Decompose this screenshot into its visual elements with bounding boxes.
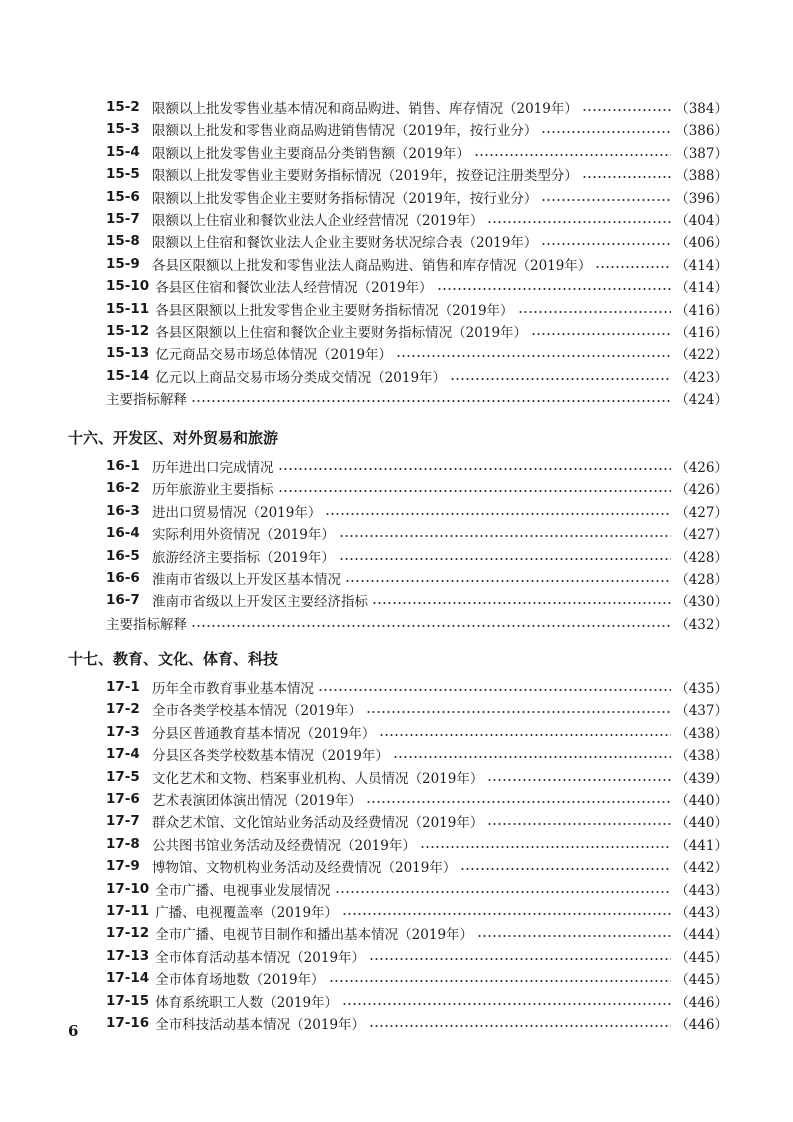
entry-number: 16-6: [106, 570, 140, 586]
entry-title: 各县区限额以上批发和零售业法人商品购进、销售和库存情况（2019年）: [152, 257, 592, 274]
toc-entry[interactable]: [106, 163, 728, 185]
entry-page-number: （428）: [675, 549, 728, 566]
toc-entry[interactable]: [106, 230, 728, 252]
dot-leader: [582, 109, 671, 111]
entry-title: 分县区普通教育基本情况（2019年）: [152, 725, 376, 742]
dot-leader: [342, 1003, 671, 1005]
entry-page-number: （443）: [675, 905, 728, 921]
toc-entry[interactable]: [106, 342, 728, 364]
entry-title: 限额以上住宿和餐饮业法人企业主要财务状况综合表（2019年）: [152, 235, 538, 252]
toc-entry[interactable]: [106, 387, 728, 409]
toc-entry[interactable]: [106, 500, 728, 522]
toc-entry[interactable]: [106, 967, 728, 989]
entry-number: 17-1: [106, 679, 140, 695]
dot-leader: [437, 288, 672, 290]
section-heading: 十七、教育、文化、体育、科技: [68, 650, 279, 668]
entry-number: 15-5: [106, 166, 140, 183]
entry-page-number: （406）: [675, 235, 728, 252]
entry-number: 16-5: [106, 547, 140, 564]
entry-title: 各县区限额以上批发零售企业主要财务指标情况（2019年）: [155, 302, 514, 319]
dot-leader: [369, 1025, 671, 1027]
entry-number: 15-4: [106, 143, 140, 160]
entry-title: 限额以上批发零售业基本情况和商品购进、销售、库存情况（2019年）: [152, 101, 578, 117]
entry-title: 各县区住宿和餐饮业法人经营情况（2019年）: [155, 280, 433, 297]
entry-number: 16-1: [106, 458, 140, 474]
entry-page-number: （416）: [675, 302, 728, 319]
entry-title: 实际利用外资情况（2019年）: [152, 527, 335, 544]
toc-entry[interactable]: [106, 743, 728, 765]
section-heading: 十六、开发区、对外贸易和旅游: [68, 429, 279, 447]
dot-leader: [420, 846, 671, 848]
entry-page-number: （416）: [675, 325, 728, 341]
dot-leader: [474, 154, 671, 156]
entry-page-number: （442）: [675, 860, 728, 877]
entry-number: 17-10: [106, 880, 150, 897]
dot-leader: [366, 801, 671, 803]
entry-page-number: （438）: [675, 748, 728, 765]
entry-page-number: （446）: [675, 994, 728, 1011]
dot-leader: [518, 311, 672, 313]
toc-entry[interactable]: [106, 275, 728, 297]
toc-entry[interactable]: [106, 186, 728, 208]
entry-number: 15-12: [106, 323, 150, 339]
entry-number: 17-16: [106, 1015, 150, 1031]
dot-leader: [379, 734, 671, 736]
entry-page-number: （439）: [675, 770, 728, 787]
dot-leader: [366, 711, 671, 713]
dot-leader: [487, 779, 671, 781]
entry-number: 15-6: [106, 188, 140, 205]
entry-number: 16-3: [106, 502, 140, 519]
entry-page-number: （432）: [675, 616, 728, 633]
entry-page-number: （384）: [675, 101, 728, 117]
entry-title: 广播、电视覆盖率（2019年）: [155, 905, 339, 921]
entry-page-number: （414）: [675, 257, 728, 274]
entry-title: 博物馆、文物机构业务活动及经费情况（2019年）: [152, 860, 457, 877]
entry-title: 淮南市省级以上开发区主要经济指标: [152, 594, 368, 611]
dot-leader: [369, 958, 671, 960]
toc-entry[interactable]: [106, 698, 728, 720]
entry-number: 16-2: [106, 480, 140, 497]
entry-page-number: （445）: [675, 972, 728, 989]
entry-number: 17-11: [106, 903, 150, 919]
entry-title: 历年进出口完成情况: [152, 460, 274, 476]
entry-title: 限额以上住宿业和餐饮业法人企业经营情况（2019年）: [152, 213, 484, 229]
dot-leader: [582, 176, 671, 178]
toc-entry[interactable]: [106, 208, 728, 230]
entry-page-number: （444）: [675, 927, 728, 944]
toc-entry[interactable]: [106, 522, 728, 544]
dot-leader: [339, 535, 671, 537]
dot-leader: [325, 513, 671, 515]
toc-entry[interactable]: [106, 922, 728, 944]
entry-number: 17-9: [106, 858, 140, 875]
entry-title: 限额以上批发零售业主要财务指标情况（2019年，按登记注册类型分）: [152, 168, 578, 185]
dot-leader: [487, 221, 671, 223]
entry-page-number: （428）: [675, 572, 728, 588]
entry-number: 17-13: [106, 947, 150, 964]
entry-title: 公共图书馆业务活动及经费情况（2019年）: [152, 837, 416, 854]
entry-number: 15-14: [106, 367, 150, 384]
entry-page-number: （441）: [675, 837, 728, 854]
entry-page-number: （422）: [675, 347, 728, 364]
entry-title: 主要指标解释: [106, 616, 187, 633]
entry-number: 17-5: [106, 768, 140, 785]
entry-title: 历年旅游业主要指标: [152, 482, 274, 499]
dot-leader: [329, 980, 672, 982]
toc-entry[interactable]: [106, 945, 728, 967]
toc-entry[interactable]: [106, 900, 728, 922]
entry-page-number: （423）: [675, 369, 728, 386]
toc-entry[interactable]: [106, 810, 728, 832]
entry-title: 全市各类学校基本情况（2019年）: [152, 703, 362, 720]
entry-number: 17-14: [106, 970, 150, 987]
entry-page-number: （387）: [675, 145, 728, 162]
dot-leader: [477, 935, 671, 937]
toc-entry[interactable]: [106, 545, 728, 567]
entry-page-number: （427）: [675, 504, 728, 521]
entry-title: 群众艺术馆、文化馆站业务活动及经费情况（2019年）: [152, 815, 484, 832]
entry-title: 旅游经济主要指标（2019年）: [152, 549, 335, 566]
entry-title: 历年全市教育事业基本情况: [152, 681, 314, 697]
entry-page-number: （443）: [675, 882, 728, 899]
entry-number: 15-9: [106, 255, 140, 272]
toc-entry[interactable]: [106, 141, 728, 163]
entry-number: 15-13: [106, 345, 150, 362]
dot-leader: [393, 756, 671, 758]
entry-page-number: （440）: [675, 793, 728, 809]
dot-leader: [372, 602, 671, 604]
entry-title: 亿元商品交易市场总体情况（2019年）: [155, 347, 393, 364]
entry-page-number: （404）: [675, 213, 728, 229]
entry-number: 15-3: [106, 121, 140, 138]
entry-page-number: （426）: [675, 482, 728, 499]
entry-title: 全市体育活动基本情况（2019年）: [155, 949, 366, 966]
toc-entry[interactable]: [106, 990, 728, 1012]
toc-entry[interactable]: [106, 833, 728, 855]
dot-leader: [335, 891, 672, 893]
toc-entry[interactable]: [106, 1012, 728, 1034]
dot-leader: [460, 868, 671, 870]
entry-title: 限额以上批发零售企业主要财务指标情况（2019年，按行业分）: [152, 190, 538, 207]
entry-page-number: （396）: [675, 190, 728, 207]
dot-leader: [191, 625, 671, 627]
dot-leader: [450, 378, 671, 380]
toc-entry[interactable]: [106, 455, 728, 477]
entry-page-number: （435）: [675, 681, 728, 697]
toc-entry[interactable]: [106, 589, 728, 611]
toc-entry[interactable]: [106, 298, 728, 320]
entry-title: 全市体育场地数（2019年）: [155, 972, 325, 989]
entry-number: 17-4: [106, 746, 140, 763]
entry-number: 17-7: [106, 813, 140, 830]
toc-entry[interactable]: [106, 676, 728, 698]
toc-entry[interactable]: [106, 253, 728, 275]
toc-entry[interactable]: [106, 567, 728, 589]
toc-entry[interactable]: [106, 788, 728, 810]
toc-entry[interactable]: [106, 721, 728, 743]
dot-leader: [345, 580, 671, 582]
toc-entry[interactable]: [106, 612, 728, 634]
entry-title: 全市广播、电视事业发展情况: [155, 882, 331, 899]
entry-page-number: （424）: [675, 392, 728, 409]
entry-title: 各县区限额以上住宿和餐饮企业主要财务指标情况（2019年）: [155, 325, 528, 341]
entry-page-number: （414）: [675, 280, 728, 297]
dot-leader: [278, 490, 672, 492]
entry-title: 亿元以上商品交易市场分类成交情况（2019年）: [155, 369, 447, 386]
dot-leader: [191, 400, 671, 402]
entry-title: 全市广播、电视节目制作和播出基本情况（2019年）: [155, 927, 474, 944]
entry-number: 15-2: [106, 99, 140, 115]
toc-entry[interactable]: [106, 96, 728, 118]
entry-title: 限额以上批发和零售业商品购进销售情况（2019年，按行业分）: [152, 123, 538, 140]
entry-page-number: （437）: [675, 703, 728, 720]
page-number: 6: [68, 1022, 79, 1040]
entry-page-number: （438）: [675, 725, 728, 742]
dot-leader: [541, 131, 671, 133]
toc-entry[interactable]: [106, 320, 728, 342]
entry-page-number: （427）: [675, 527, 728, 544]
entry-title: 淮南市省级以上开发区基本情况: [152, 572, 341, 588]
entry-page-number: （426）: [675, 460, 728, 476]
toc-entry[interactable]: [106, 477, 728, 499]
entry-page-number: （386）: [675, 123, 728, 140]
entry-number: 17-12: [106, 925, 150, 942]
dot-leader: [318, 689, 671, 691]
dot-leader: [278, 468, 672, 470]
entry-number: 17-6: [106, 791, 140, 807]
entry-title: 体育系统职工人数（2019年）: [155, 994, 339, 1011]
dot-leader: [339, 558, 671, 560]
entry-page-number: （388）: [675, 168, 728, 185]
dot-leader: [487, 823, 671, 825]
entry-number: 16-7: [106, 592, 140, 609]
toc-entry[interactable]: [106, 878, 728, 900]
entry-title: 全市科技活动基本情况（2019年）: [155, 1017, 366, 1033]
entry-number: 17-2: [106, 701, 140, 718]
entry-number: 15-10: [106, 278, 150, 295]
entry-title: 文化艺术和文物、档案事业机构、人员情况（2019年）: [152, 770, 484, 787]
entry-title: 主要指标解释: [106, 392, 187, 409]
entry-title: 艺术表演团体演出情况（2019年）: [152, 793, 362, 809]
entry-title: 限额以上批发零售业主要商品分类销售额（2019年）: [152, 145, 470, 162]
entry-page-number: （440）: [675, 815, 728, 832]
entry-number: 17-3: [106, 723, 140, 740]
dot-leader: [541, 199, 671, 201]
entry-number: 15-7: [106, 211, 140, 227]
entry-number: 15-11: [106, 300, 150, 317]
dot-leader: [342, 913, 671, 915]
dot-leader: [396, 355, 671, 357]
entry-page-number: （445）: [675, 949, 728, 966]
dot-leader: [595, 266, 671, 268]
toc-entry[interactable]: [106, 855, 728, 877]
entry-title: 分县区各类学校数基本情况（2019年）: [152, 748, 389, 765]
entry-number: 16-4: [106, 525, 140, 542]
entry-number: 17-8: [106, 835, 140, 852]
toc-entry[interactable]: [106, 766, 728, 788]
entry-page-number: （446）: [675, 1017, 728, 1033]
dot-leader: [541, 243, 671, 245]
entry-title: 进出口贸易情况（2019年）: [152, 504, 322, 521]
toc-entry[interactable]: [106, 365, 728, 387]
entry-number: 15-8: [106, 233, 140, 250]
dot-leader: [531, 333, 671, 335]
entry-page-number: （430）: [675, 594, 728, 611]
toc-entry[interactable]: [106, 118, 728, 140]
entry-number: 17-15: [106, 992, 150, 1009]
